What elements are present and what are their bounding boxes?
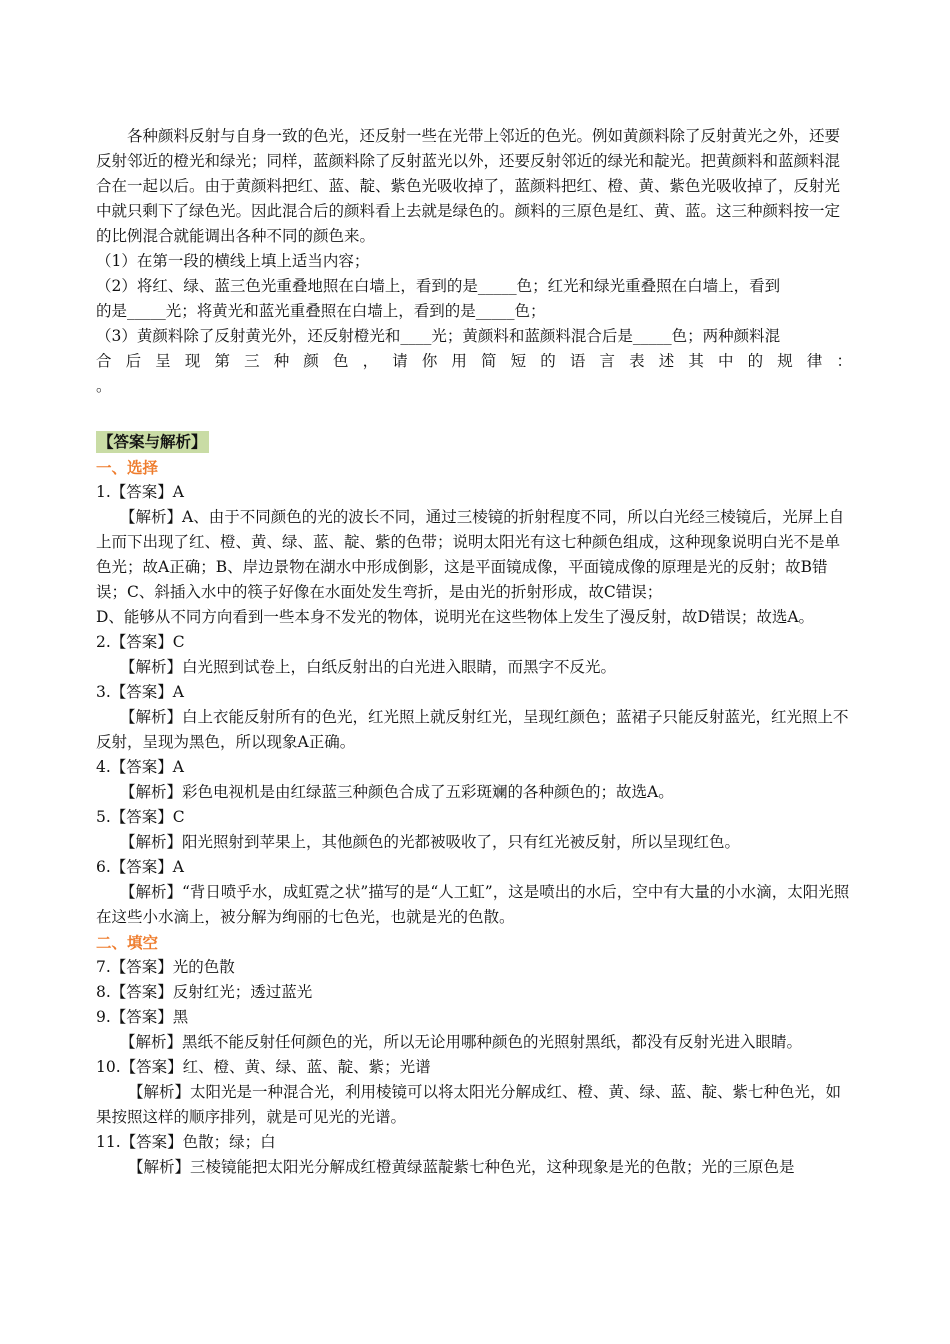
answer-6: 6.【答案】A <box>96 858 184 876</box>
answer-9: 9.【答案】黑 <box>96 1008 189 1026</box>
question-1: （1）在第一段的横线上填上适当内容； <box>96 252 370 270</box>
explanation-10: 【解析】太阳光是一种混合光，利用棱镜可以将太阳光分解成红、橙、黄、绿、蓝、靛、紫七种色光，如果按照这样的顺序排列，就是可见光的光谱。 <box>96 1083 842 1126</box>
answer-3: 3.【答案】A <box>96 683 184 701</box>
explanation-9: 【解析】黑纸不能反射任何颜色的光，所以无论用哪种颜色的光照射黑纸，都没有反射光进入眼睛。 <box>120 1033 803 1051</box>
explanation-1: 【解析】A、由于不同颜色的光的波长不同，通过三棱镜的折射程度不同，所以白光经三棱镜后，光屏上自上而下出现了红、橙、黄、绿、蓝、靛、紫的色带；说明太阳光有这七种颜色组成，这种现象说明白光不是单色光；故A正确；B、岸边景物在湖水中形成倒影，这是平面镜成像，平面镜成像的原理是光的反射；故B错误；C、斜插入水中的筷子好像在水面处发生弯折，是由光的折射形成，故C错误； <box>96 508 845 601</box>
passage-paragraph: 各种颜料反射与自身一致的色光，还反射一些在光带上邻近的色光。例如黄颜料除了反射黄光之外，还要反射邻近的橙光和绿光；同样，蓝颜料除了反射蓝光以外，还要反射邻近的绿光和靛光。把黄颜料和蓝颜料混合在一起以后。由于黄颜料把红、蓝、靛、紫色光吸收掉了，蓝颜料把红、橙、黄、紫色光吸收掉了，反射光中就只剩下了绿色光。因此混合后的颜料看上去就是绿色的。颜料的三原色是红、黄、蓝。这三种颜料按一定的比例混合就能调出各种不同的颜色来。 <box>96 127 841 245</box>
answer-4: 4.【答案】A <box>96 758 184 776</box>
answer-7: 7.【答案】光的色散 <box>96 958 235 976</box>
answer-11: 11.【答案】色散；绿；白 <box>96 1133 276 1151</box>
answer-1: 1.【答案】A <box>96 483 184 501</box>
question-3-line-1: （3）黄颜料除了反射黄光外，还反射橙光和____光；黄颜料和蓝颜料混合后是_____色；两种颜料混 <box>96 327 781 345</box>
question-3-line-2: 合后呈现第三种颜色，请你用简短的语言表述其中的规律： <box>96 352 852 370</box>
explanation-4: 【解析】彩色电视机是由红绿蓝三种颜色合成了五彩斑斓的各种颜色的；故选A。 <box>120 783 674 801</box>
explanation-1-continued: D、能够从不同方向看到一些本身不发光的物体，说明光在这些物体上发生了漫反射，故D错误；故选A。 <box>96 608 815 626</box>
answer-2: 2.【答案】C <box>96 633 185 651</box>
answer-5: 5.【答案】C <box>96 808 185 826</box>
explanation-11: 【解析】三棱镜能把太阳光分解成红橙黄绿蓝靛紫七种色光，这种现象是光的色散；光的三原色是 <box>128 1158 795 1176</box>
question-2-line-2: 的是_____光；将黄光和蓝光重叠照在白墙上，看到的是_____色； <box>96 302 546 320</box>
answer-10: 10.【答案】红、橙、黄、绿、蓝、靛、紫；光谱 <box>96 1058 431 1076</box>
explanation-3: 【解析】白上衣能反射所有的色光，红光照上就反射红光，呈现红颜色；蓝裙子只能反射蓝光，红光照上不反射，呈现为黑色，所以现象A正确。 <box>96 708 849 751</box>
answer-8: 8.【答案】反射红光；透过蓝光 <box>96 983 313 1001</box>
answers-header: 【答案与解析】 <box>98 432 207 451</box>
spacer <box>96 399 852 431</box>
question-3-line-3: 。 <box>96 377 112 395</box>
document-page <box>96 124 852 1180</box>
explanation-6: 【解析】“背日喷乎水，成虹霓之状”描写的是“人工虹”，这是喷出的水后，空中有大量的小水滴，太阳光照在这些小水滴上，被分解为绚丽的七色光，也就是光的色散。 <box>96 883 850 926</box>
section-heading-choice: 一、选择 <box>96 458 159 477</box>
question-2-line-1: （2）将红、绿、蓝三色光重叠地照在白墙上，看到的是_____色；红光和绿光重叠照在白墙上，看到 <box>96 277 781 295</box>
section-heading-fill: 二、填空 <box>96 933 159 952</box>
explanation-2: 【解析】白光照到试卷上，白纸反射出的白光进入眼睛，而黑字不反光。 <box>120 658 617 676</box>
explanation-5: 【解析】阳光照射到苹果上，其他颜色的光都被吸收了，只有红光被反射，所以呈现红色。 <box>120 833 741 851</box>
